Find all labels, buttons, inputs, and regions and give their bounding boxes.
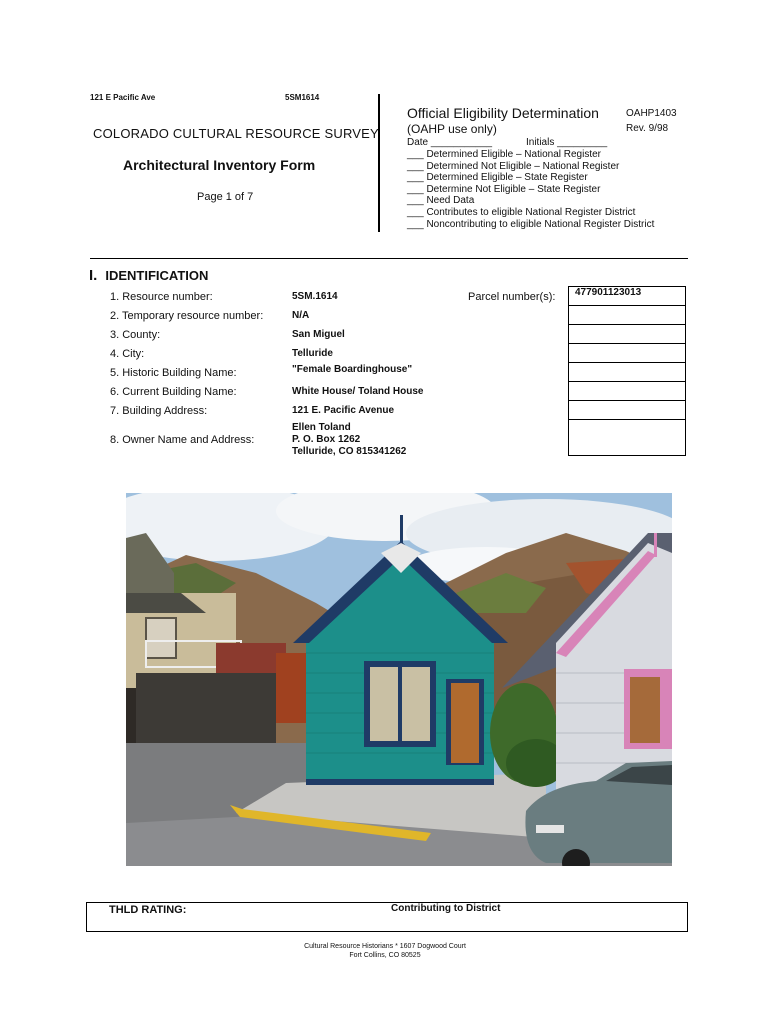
field-value: N/A [292,310,310,321]
parcel-cell [569,420,686,456]
parcel-cell [569,306,686,325]
eligibility-option: ___ Determined Eligible – State Register [407,172,588,184]
owner-line: P. O. Box 1262 [292,434,361,445]
form-title: Architectural Inventory Form [123,157,316,173]
header-divider [378,94,380,232]
parcel-label: Parcel number(s): [468,291,556,303]
parcel-cell [569,363,686,382]
rating-value: Contributing to District [391,903,501,914]
field-label: 7. Building Address: [110,405,208,417]
field-label: 3. County: [110,329,161,341]
eligibility-option: ___ Contributes to eligible National Register District [407,206,636,218]
footer-line: Cultural Resource Historians * 1607 Dogwood Court [304,943,466,950]
field-label: 4. City: [110,348,145,360]
field-label: 8. Owner Name and Address: [110,434,255,446]
header-site-number: 5SM1614 [285,93,320,102]
section-divider [90,258,688,259]
initials-field: Initials _________ [526,137,608,148]
owner-line: Ellen Toland [292,422,351,433]
field-label: 1. Resource number: [110,291,213,303]
owner-address [292,422,406,458]
field-value: 121 E. Pacific Avenue [292,405,395,416]
parcel-cell [569,325,686,344]
field-label: 2. Temporary resource number: [110,310,264,322]
parcel-cell [569,344,686,363]
section-identification [89,267,208,284]
eligibility-title: Official Eligibility Determination [407,105,599,121]
eligibility-option: ___ Need Data [407,195,475,207]
rating-box [86,902,688,932]
date-field: Date ___________ [407,137,493,148]
parcel-table [568,286,686,456]
house-photo [126,493,672,866]
parcel-cell [569,382,686,401]
eligibility-options [407,149,654,230]
field-value: Telluride [292,348,333,359]
section-heading: IDENTIFICATION [105,268,209,283]
footer-line: Fort Collins, CO 80525 [349,952,421,959]
eligibility-option: ___ Determined Not Eligible – National Register [407,160,620,172]
field-value: 5SM.1614 [292,291,338,302]
footer [0,942,770,960]
parcel-cell: 477901123013 [569,287,686,306]
field-label: 6. Current Building Name: [110,386,237,398]
eligibility-option: ___ Determine Not Eligible – State Register [407,183,601,195]
header-address: 121 E Pacific Ave [90,93,156,102]
revision: Rev. 9/98 [626,123,669,134]
section-numeral: I. [89,267,98,284]
owner-line: Telluride, CO 815341262 [292,446,407,457]
field-label: 5. Historic Building Name: [110,367,237,379]
form-code: OAHP1403 [626,108,677,119]
field-value: White House/ Toland House [292,386,424,397]
eligibility-subtitle: (OAHP use only) [407,122,497,136]
eligibility-option: ___ Determined Eligible – National Register [407,149,601,160]
page-number: Page 1 of 7 [197,191,254,203]
rating-label: THLD RATING: [109,904,187,916]
parcel-cell [569,401,686,420]
eligibility-option: ___ Noncontributing to eligible National Register District [407,218,655,230]
survey-title: COLORADO CULTURAL RESOURCE SURVEY [93,126,379,141]
field-value: San Miguel [292,329,345,340]
field-value: "Female Boardinghouse" [292,364,413,375]
